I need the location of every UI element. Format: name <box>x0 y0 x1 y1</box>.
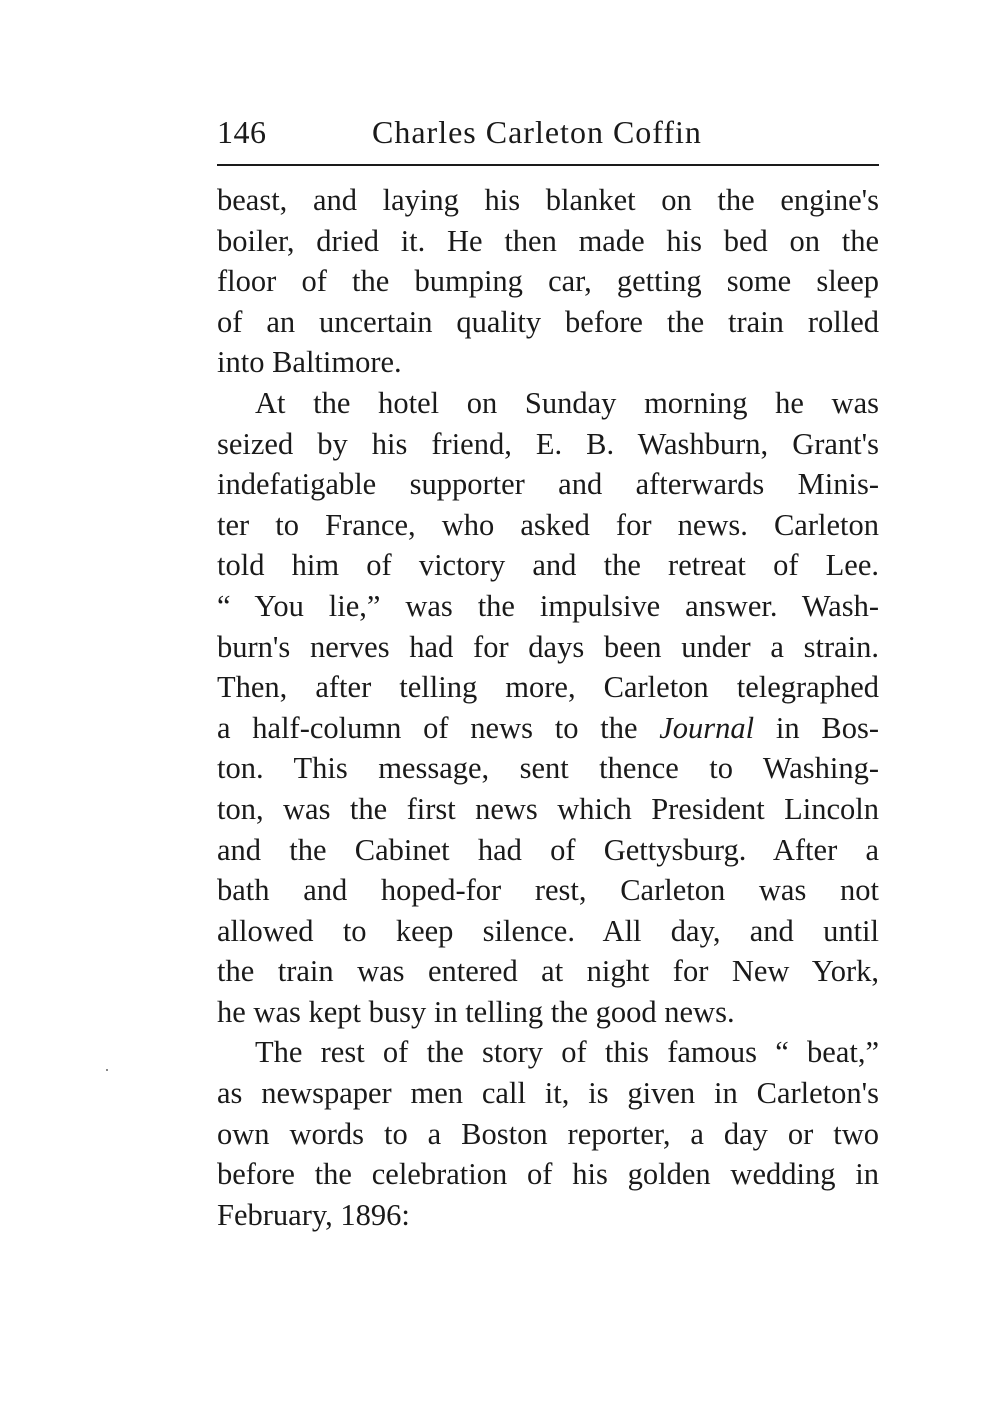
page-header <box>217 112 879 156</box>
text-line: The rest of the story of this famous “ beat,” <box>255 1035 879 1070</box>
header-rule <box>217 164 879 166</box>
italic-title: Journal <box>659 710 755 745</box>
text-line: into Baltimore. <box>217 345 402 380</box>
paragraph-2 <box>217 383 879 1033</box>
text-line: allowed to keep silence. All day, and until <box>217 913 879 948</box>
text-line: of an uncertain quality before the train rolled <box>217 304 879 339</box>
text-line: At the hotel on Sunday morning he was <box>255 385 879 420</box>
running-title: Charles Carleton Coffin <box>372 114 702 150</box>
text-line: “ You lie,” was the impulsive answer. Wash- <box>217 588 879 623</box>
text-line: told him of victory and the retreat of Lee. <box>217 548 879 583</box>
paragraph-3 <box>217 1032 879 1235</box>
text-line: he was kept busy in telling the good news. <box>217 994 735 1029</box>
paragraph-1 <box>217 180 879 383</box>
text-line: floor of the bumping car, getting some sleep <box>217 264 879 299</box>
text-line: ton. This message, sent thence to Washing- <box>217 751 879 786</box>
text-line: February, 1896: <box>217 1197 410 1232</box>
text-line: Then, after telling more, Carleton telegraphed <box>217 670 879 705</box>
text-line: seized by his friend, E. B. Washburn, Grant's <box>217 426 879 461</box>
text-line: beast, and laying his blanket on the engine's <box>217 183 879 217</box>
body-text <box>217 180 879 1235</box>
text-line: ton, was the first news which President Lincoln <box>217 791 879 826</box>
text-line: as newspaper men call it, is given in Carleton's <box>217 1076 879 1111</box>
text-line: ter to France, who asked for news. Carleton <box>217 507 879 542</box>
text-line: before the celebration of his golden wedding in <box>217 1157 879 1192</box>
text-line-with-italic <box>217 708 879 749</box>
text-line: and the Cabinet had of Gettysburg. After a <box>217 832 879 867</box>
text-segment: in Bos- <box>754 710 880 745</box>
text-line: indefatigable supporter and afterwards Minis- <box>217 467 879 502</box>
page-number: 146 <box>217 114 267 150</box>
text-line: own words to a Boston reporter, a day or two <box>217 1116 879 1151</box>
text-line: boiler, dried it. He then made his bed on the <box>217 223 879 258</box>
text-line: bath and hoped-for rest, Carleton was not <box>217 873 879 908</box>
scan-speck <box>106 1069 108 1071</box>
text-line: burn's nerves had for days been under a strain. <box>217 629 879 664</box>
text-line: the train was entered at night for New York, <box>217 954 879 989</box>
text-segment: a half-column of news to the <box>217 710 660 745</box>
